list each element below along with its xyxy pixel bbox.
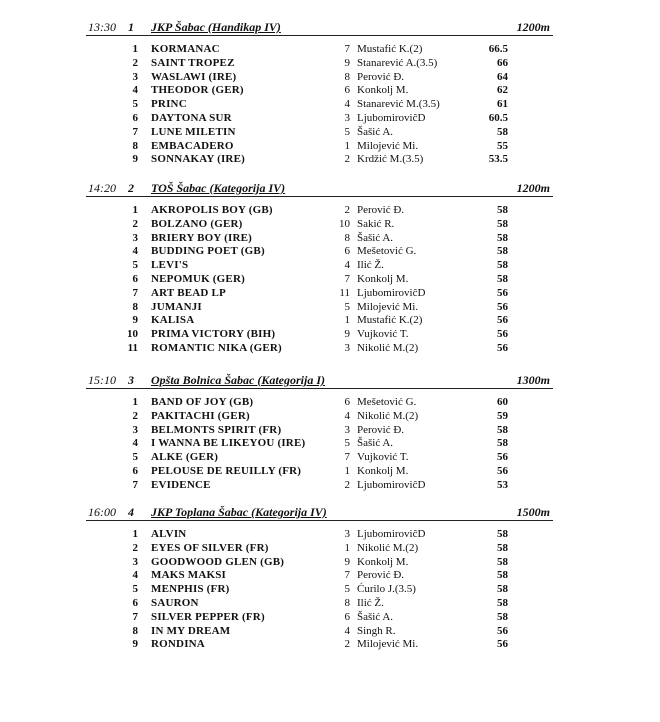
carried-weight: 58: [497, 245, 508, 258]
entry-row: [0, 57, 660, 71]
jockey-name: Sakić R.: [357, 217, 395, 230]
start-gate: 5: [344, 125, 350, 138]
carried-weight: 58: [497, 541, 508, 554]
carried-weight: 53.5: [488, 153, 508, 166]
jockey-name: Milojević Mi.: [357, 139, 419, 152]
jockey-name: Vujković T.: [357, 328, 409, 341]
entry-position: 4: [132, 569, 138, 582]
jockey-name: Milojević Mi.: [357, 638, 419, 651]
entry-position: 5: [132, 98, 138, 111]
horse-name: SONNAKAY (IRE): [151, 153, 245, 166]
carried-weight: 58: [497, 437, 508, 450]
race-header: [0, 505, 660, 521]
horse-name: KALISA: [151, 314, 195, 327]
carried-weight: 56: [497, 451, 508, 464]
race-section: [0, 181, 660, 356]
jockey-name: Nikolić M.(2): [357, 341, 419, 354]
jockey-name: Stanarević A.(3.5): [357, 56, 438, 69]
entry-row: [0, 259, 660, 273]
start-gate: 7: [344, 43, 350, 55]
horse-name: I WANNA BE LIKEYOU (IRE): [151, 437, 306, 450]
horse-name: AKROPOLIS BOY (GB): [151, 204, 273, 216]
header-divider: [86, 388, 553, 389]
entry-list: [0, 204, 660, 356]
jockey-name: Singh R.: [357, 624, 396, 637]
jockey-name: Vujković T.: [357, 451, 409, 464]
jockey-name: LjubomiroviĉD: [357, 111, 426, 124]
race-distance: 1300m: [516, 373, 550, 387]
horse-name: PRINC: [151, 98, 187, 111]
carried-weight: 66: [497, 56, 508, 69]
entry-position: 2: [132, 217, 138, 230]
entry-position: 5: [132, 583, 138, 596]
race-header: [0, 20, 660, 36]
start-gate: 2: [344, 153, 350, 166]
jockey-name: Nikolić M.(2): [357, 409, 419, 422]
carried-weight: 58: [497, 125, 508, 138]
carried-weight: 58: [497, 569, 508, 582]
start-gate: 3: [344, 111, 350, 124]
entry-list: [0, 43, 660, 167]
entry-position: 2: [132, 541, 138, 554]
start-gate: 8: [344, 70, 350, 83]
horse-name: SAINT TROPEZ: [151, 56, 235, 69]
race-header: [0, 373, 660, 389]
start-gate: 5: [344, 437, 350, 450]
jockey-name: Konkolj M.: [357, 272, 409, 285]
entry-position: 6: [132, 111, 138, 124]
entry-position: 2: [132, 56, 138, 69]
start-gate: 1: [344, 464, 350, 477]
jockey-name: Krdžić M.(3.5): [357, 153, 424, 166]
start-gate: 3: [344, 423, 350, 436]
race-section: [0, 20, 660, 167]
entry-position: 8: [132, 624, 138, 637]
carried-weight: 56: [497, 328, 508, 341]
start-gate: 7: [344, 451, 350, 464]
entry-position: 8: [132, 300, 138, 313]
entry-position: 6: [132, 272, 138, 285]
header-divider: [86, 35, 553, 36]
horse-name: KORMANAC: [151, 43, 220, 55]
entry-row: [0, 71, 660, 85]
horse-name: THEODOR (GER): [151, 84, 244, 97]
carried-weight: 58: [497, 528, 508, 540]
horse-name: PELOUSE DE REUILLY (FR): [151, 464, 302, 477]
horse-name: DAYTONA SUR: [151, 111, 232, 124]
race-time: 16:00: [88, 505, 116, 519]
jockey-name: Mešetović G.: [357, 396, 417, 408]
entry-row: [0, 287, 660, 301]
race-title: Opšta Bolnica Šabac (Kategorija I): [151, 373, 326, 387]
entry-row: [0, 328, 660, 342]
header-divider: [86, 520, 553, 521]
horse-name: MAKS MAKSI: [151, 569, 227, 582]
entry-position: 3: [132, 423, 138, 436]
entry-list: [0, 528, 660, 652]
carried-weight: 61: [497, 98, 508, 111]
start-gate: 4: [344, 259, 350, 272]
horse-name: BOLZANO (GER): [151, 217, 243, 230]
entry-position: 3: [132, 70, 138, 83]
entry-row: [0, 479, 660, 493]
start-gate: 5: [344, 583, 350, 596]
start-gate: 11: [339, 286, 350, 299]
carried-weight: 58: [497, 583, 508, 596]
entry-position: 4: [132, 437, 138, 450]
jockey-name: Mustafić K.(2): [357, 43, 423, 55]
jockey-name: Šašić A.: [357, 610, 394, 623]
start-gate: 2: [344, 204, 350, 216]
carried-weight: 55: [497, 139, 508, 152]
entry-position: 1: [132, 528, 138, 540]
horse-name: EYES OF SILVER (FR): [151, 541, 269, 554]
entry-row: [0, 583, 660, 597]
entry-row: [0, 98, 660, 112]
entry-position: 1: [132, 43, 138, 55]
entry-row: [0, 410, 660, 424]
entry-position: 10: [127, 328, 138, 341]
horse-name: PRIMA VICTORY (BIH): [151, 328, 276, 341]
carried-weight: 56: [497, 464, 508, 477]
jockey-name: Šašić A.: [357, 437, 394, 450]
entry-row: [0, 43, 660, 57]
entry-row: [0, 342, 660, 356]
entry-position: 4: [132, 84, 138, 97]
jockey-name: LjubomiroviĉD: [357, 528, 426, 540]
carried-weight: 58: [497, 259, 508, 272]
carried-weight: 56: [497, 341, 508, 354]
start-gate: 6: [344, 245, 350, 258]
start-gate: 6: [344, 396, 350, 408]
start-gate: 8: [344, 231, 350, 244]
jockey-name: Perović Đ.: [357, 70, 405, 83]
race-header: [0, 181, 660, 197]
start-gate: 7: [344, 272, 350, 285]
carried-weight: 64: [497, 70, 508, 83]
start-gate: 3: [344, 341, 350, 354]
entry-position: 5: [132, 259, 138, 272]
horse-name: EMBACADERO: [151, 139, 234, 152]
jockey-name: Perović Đ.: [357, 204, 405, 216]
jockey-name: Konkolj M.: [357, 555, 409, 568]
carried-weight: 59: [497, 409, 508, 422]
start-gate: 9: [344, 56, 350, 69]
jockey-name: Ilić Ž.: [357, 259, 384, 272]
horse-name: MENPHIS (FR): [151, 583, 230, 596]
jockey-name: Mustafić K.(2): [357, 314, 423, 327]
horse-name: EVIDENCE: [151, 478, 211, 491]
entry-row: [0, 625, 660, 639]
entry-row: [0, 112, 660, 126]
race-title: TOŠ Šabac (Kategorija IV): [151, 181, 286, 195]
start-gate: 4: [344, 98, 350, 111]
horse-name: SILVER PEPPER (FR): [151, 610, 265, 623]
carried-weight: 58: [497, 610, 508, 623]
race-title: JKP Toplana Šabac (Kategorija IV): [151, 505, 327, 519]
carried-weight: 58: [497, 555, 508, 568]
jockey-name: Šašić A.: [357, 125, 394, 138]
start-gate: 5: [344, 300, 350, 313]
carried-weight: 56: [497, 624, 508, 637]
jockey-name: Stanarević M.(3.5): [357, 98, 440, 111]
horse-name: ALVIN: [151, 528, 187, 540]
horse-name: PAKITACHI (GER): [151, 409, 250, 422]
race-title: JKP Šabac (Handikap IV): [151, 20, 281, 34]
race-time: 15:10: [88, 373, 116, 387]
jockey-name: Perović Đ.: [357, 423, 405, 436]
entry-row: [0, 451, 660, 465]
carried-weight: 62: [497, 84, 508, 97]
entry-position: 8: [132, 139, 138, 152]
entry-position: 9: [132, 314, 138, 327]
carried-weight: 60: [497, 396, 508, 408]
entry-row: [0, 556, 660, 570]
horse-name: ART BEAD LP: [151, 286, 226, 299]
start-gate: 4: [344, 624, 350, 637]
entry-position: 1: [132, 396, 138, 408]
race-number: 4: [128, 505, 134, 519]
jockey-name: Šašić A.: [357, 231, 394, 244]
start-gate: 6: [344, 610, 350, 623]
jockey-name: Konkolj M.: [357, 464, 409, 477]
carried-weight: 56: [497, 314, 508, 327]
horse-name: LEVI'S: [151, 259, 189, 272]
start-gate: 9: [344, 328, 350, 341]
entry-position: 6: [132, 596, 138, 609]
horse-name: NEPOMUK (GER): [151, 272, 245, 285]
race-number: 1: [128, 20, 134, 34]
start-gate: 4: [344, 409, 350, 422]
entry-row: [0, 396, 660, 410]
entry-row: [0, 153, 660, 167]
race-distance: 1200m: [516, 20, 550, 34]
carried-weight: 58: [497, 231, 508, 244]
entry-position: 5: [132, 451, 138, 464]
jockey-name: Milojević Mi.: [357, 300, 419, 313]
entry-row: [0, 273, 660, 287]
carried-weight: 58: [497, 204, 508, 216]
start-gate: 10: [339, 217, 350, 230]
entry-position: 11: [127, 341, 138, 354]
entry-position: 7: [132, 286, 138, 299]
race-section: [0, 373, 660, 493]
entry-row: [0, 204, 660, 218]
horse-name: BELMONTS SPIRIT (FR): [151, 423, 282, 436]
carried-weight: 56: [497, 300, 508, 313]
entry-row: [0, 126, 660, 140]
start-gate: 1: [344, 541, 350, 554]
entry-position: 4: [132, 245, 138, 258]
entry-position: 7: [132, 478, 138, 491]
entry-position: 3: [132, 231, 138, 244]
jockey-name: Nikolić M.(2): [357, 541, 419, 554]
carried-weight: 58: [497, 423, 508, 436]
entry-row: [0, 611, 660, 625]
entry-position: 6: [132, 464, 138, 477]
race-time: 13:30: [88, 20, 116, 34]
jockey-name: Konkolj M.: [357, 84, 409, 97]
race-time: 14:20: [88, 181, 116, 195]
horse-name: JUMANJI: [151, 300, 202, 313]
carried-weight: 53: [497, 478, 508, 491]
race-distance: 1500m: [516, 505, 550, 519]
horse-name: SAURON: [151, 596, 199, 609]
entry-row: [0, 314, 660, 328]
carried-weight: 58: [497, 596, 508, 609]
entry-row: [0, 542, 660, 556]
carried-weight: 56: [497, 638, 508, 651]
horse-name: ALKE (GER): [151, 451, 219, 464]
race-section: [0, 505, 660, 652]
carried-weight: 58: [497, 272, 508, 285]
jockey-name: LjubomiroviĉD: [357, 478, 426, 491]
entry-position: 2: [132, 409, 138, 422]
jockey-name: Perović Đ.: [357, 569, 405, 582]
jockey-name: Ilić Ž.: [357, 596, 384, 609]
race-number: 3: [128, 373, 134, 387]
entry-position: 7: [132, 125, 138, 138]
header-divider: [86, 196, 553, 197]
horse-name: GOODWOOD GLEN (GB): [151, 555, 285, 568]
horse-name: ROMANTIC NIKA (GER): [151, 341, 282, 354]
horse-name: LUNE MILETIN: [151, 125, 236, 138]
start-gate: 9: [344, 555, 350, 568]
carried-weight: 58: [497, 217, 508, 230]
horse-name: BRIERY BOY (IRE): [151, 231, 253, 244]
horse-name: IN MY DREAM: [151, 624, 231, 637]
carried-weight: 60.5: [488, 111, 508, 124]
entry-row: [0, 301, 660, 315]
start-gate: 3: [344, 528, 350, 540]
entry-row: [0, 232, 660, 246]
start-gate: 7: [344, 569, 350, 582]
carried-weight: 66.5: [488, 43, 508, 55]
entry-row: [0, 424, 660, 438]
entry-position: 9: [132, 638, 138, 651]
start-gate: 8: [344, 596, 350, 609]
start-gate: 2: [344, 478, 350, 491]
carried-weight: 56: [497, 286, 508, 299]
start-gate: 1: [344, 314, 350, 327]
race-distance: 1200m: [516, 181, 550, 195]
race-number: 2: [128, 181, 134, 195]
entry-row: [0, 597, 660, 611]
jockey-name: Ćurilo J.(3.5): [357, 583, 416, 596]
entry-row: [0, 638, 660, 652]
entry-row: [0, 437, 660, 451]
horse-name: WASLAWI (IRE): [151, 70, 237, 83]
entry-position: 1: [132, 204, 138, 216]
entry-list: [0, 396, 660, 493]
entry-position: 3: [132, 555, 138, 568]
entry-row: [0, 140, 660, 154]
entry-row: [0, 84, 660, 98]
horse-name: RONDINA: [151, 638, 205, 651]
entry-row: [0, 218, 660, 232]
horse-name: BUDDING POET (GB): [151, 245, 265, 258]
entry-position: 9: [132, 153, 138, 166]
entry-row: [0, 465, 660, 479]
jockey-name: Mešetović G.: [357, 245, 417, 258]
start-gate: 2: [344, 638, 350, 651]
horse-name: BAND OF JOY (GB): [151, 396, 254, 408]
start-gate: 1: [344, 139, 350, 152]
jockey-name: LjubomiroviĉD: [357, 286, 426, 299]
entry-row: [0, 528, 660, 542]
start-gate: 6: [344, 84, 350, 97]
entry-row: [0, 569, 660, 583]
entry-position: 7: [132, 610, 138, 623]
entry-row: [0, 245, 660, 259]
